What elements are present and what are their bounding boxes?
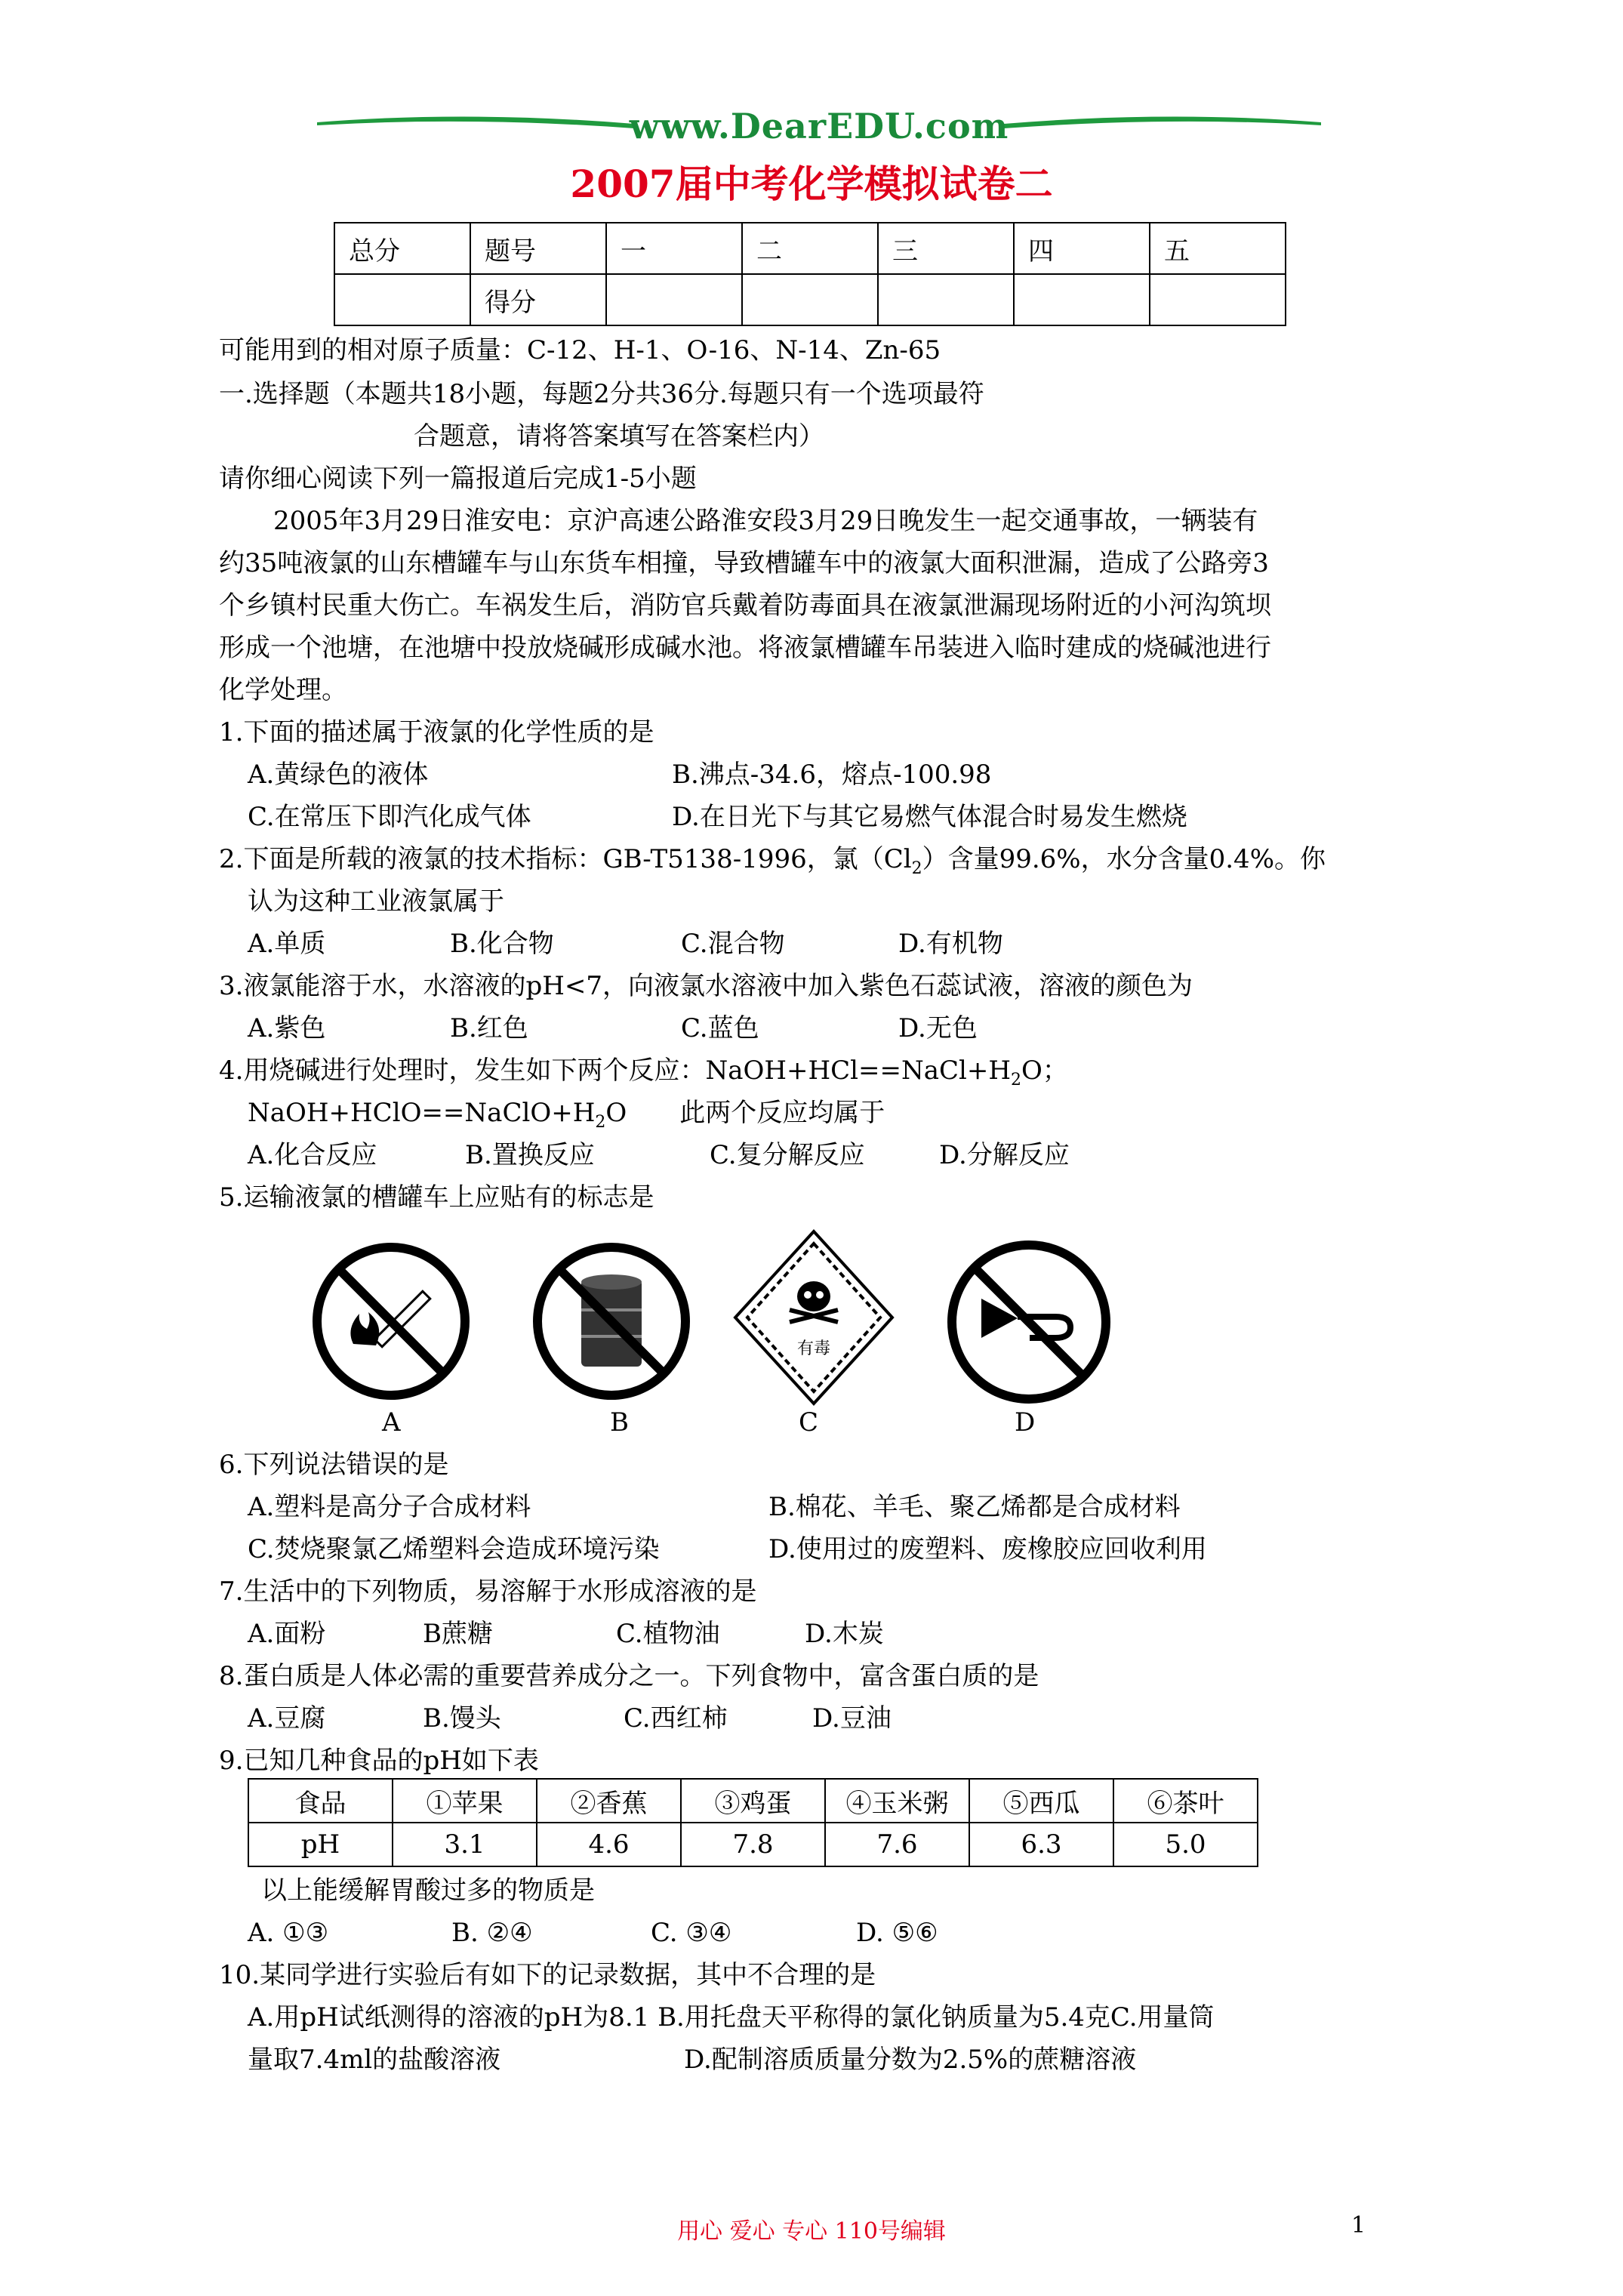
score-table: [334, 222, 1286, 326]
q4-option-d[interactable]: D.分解反应: [939, 1140, 1070, 1170]
question-4-equation: [248, 1098, 885, 1138]
ph-table-cell: 食品: [248, 1779, 393, 1823]
ph-table: [248, 1778, 1258, 1867]
question-1-stem: 1.下面的描述属于液氯的化学性质的是: [219, 717, 654, 747]
question-2-stem-cont: 认为这种工业液氯属于: [248, 886, 504, 917]
q2-stem-part: 2.下面是所载的液氯的技术指标：GB-T5138-1996，氯（Cl: [219, 844, 912, 874]
ph-table-cell: ④玉米粥: [825, 1779, 969, 1823]
score-cell: 一: [606, 223, 742, 274]
q9-option-a[interactable]: A. ①③: [248, 1918, 329, 1948]
q1-option-a[interactable]: A.黄绿色的液体: [248, 760, 429, 790]
q4-option-c[interactable]: C.复分解反应: [710, 1140, 865, 1170]
q1-option-d[interactable]: D.在日光下与其它易燃气体混合时易发生燃烧: [672, 802, 1187, 832]
score-table-row: [334, 223, 1286, 274]
q9-option-d[interactable]: D. ⑤⑥: [856, 1918, 938, 1948]
ph-table-cell: ②香蕉: [537, 1779, 681, 1823]
passage-line: 化学处理。: [219, 675, 347, 705]
score-cell: 得分: [470, 274, 606, 325]
passage-intro: 请你细心阅读下列一篇报道后完成1-5小题: [219, 464, 697, 494]
ph-table-cell: ⑤西瓜: [969, 1779, 1113, 1823]
subscript: 2: [1011, 1070, 1022, 1089]
score-input-cell[interactable]: [606, 274, 742, 325]
footer-text: 用心 爱心 专心 110号编辑: [677, 2218, 946, 2245]
question-2-stem: [219, 844, 1326, 884]
question-9-stem-cont: 以上能缓解胃酸过多的物质是: [261, 1875, 595, 1906]
q4-option-b[interactable]: B.置换反应: [465, 1140, 595, 1170]
question-7-stem: 7.生活中的下列物质，易溶解于水形成溶液的是: [219, 1576, 757, 1607]
q8-option-d[interactable]: D.豆油: [812, 1703, 892, 1734]
toxic-sign-icon[interactable]: [731, 1227, 897, 1408]
q8-option-c[interactable]: C.西红柿: [624, 1703, 728, 1734]
q4-stem-cont: 此两个反应均属于: [679, 1098, 885, 1128]
question-6-stem: 6.下列说法错误的是: [219, 1450, 449, 1480]
ph-table-row: [248, 1779, 1258, 1823]
q2-option-b[interactable]: B.化合物: [450, 929, 554, 959]
sign-label-c: C: [799, 1407, 819, 1438]
q3-option-d[interactable]: D.无色: [898, 1013, 978, 1043]
q2-stem-part: ）含量99.6%，水分含量0.4%。你: [922, 844, 1326, 874]
ph-table-cell: ①苹果: [393, 1779, 537, 1823]
ph-table-cell: 3.1: [393, 1823, 537, 1866]
question-8-stem: 8.蛋白质是人体必需的重要营养成分之一。下列食物中，富含蛋白质的是: [219, 1661, 1039, 1691]
brand-text[interactable]: www.DearEDU.com: [629, 106, 1009, 146]
score-table-row: [334, 274, 1286, 325]
page-title: 2007届中考化学模拟试卷二: [570, 162, 1053, 206]
no-horn-sign-icon[interactable]: [942, 1235, 1116, 1409]
sign-label-d: D: [1015, 1407, 1036, 1438]
q2-option-c[interactable]: C.混合物: [681, 929, 785, 959]
q3-option-a[interactable]: A.紫色: [248, 1013, 326, 1043]
sign-label-a: A: [382, 1407, 401, 1438]
q6-option-a[interactable]: A.塑料是高分子合成材料: [248, 1492, 531, 1522]
toxic-sign-text: 有毒: [796, 1339, 831, 1358]
q3-option-c[interactable]: C.蓝色: [681, 1013, 759, 1043]
q7-option-d[interactable]: D.木炭: [805, 1619, 884, 1649]
no-fire-sign-icon[interactable]: [308, 1238, 474, 1404]
header-brand-banner: [317, 106, 1321, 145]
passage-line: 个乡镇村民重大伤亡。车祸发生后，消防官兵戴着防毒面具在液氯泄漏现场附近的小河沟筑坝: [219, 590, 1271, 621]
ph-table-row: [248, 1823, 1258, 1866]
score-input-cell[interactable]: [1014, 274, 1150, 325]
ph-table-cell: 7.8: [681, 1823, 825, 1866]
ph-table-cell: 5.0: [1113, 1823, 1258, 1866]
score-input-cell[interactable]: [878, 274, 1014, 325]
section-heading-cont: 合题意，请将答案填写在答案栏内）: [414, 421, 824, 451]
q2-option-d[interactable]: D.有机物: [898, 929, 1003, 959]
q6-option-b[interactable]: B.棉花、羊毛、聚乙烯都是合成材料: [768, 1492, 1181, 1522]
ph-table-cell: ③鸡蛋: [681, 1779, 825, 1823]
score-cell: 三: [878, 223, 1014, 274]
q4-equation-part: NaOH+HClO==NaClO+H: [248, 1098, 596, 1128]
q4-stem-part: O；: [1021, 1056, 1068, 1086]
q8-option-a[interactable]: A.豆腐: [248, 1703, 326, 1734]
score-cell: 题号: [470, 223, 606, 274]
q1-option-b[interactable]: B.沸点-34.6，熔点-100.98: [672, 760, 992, 790]
score-cell: 四: [1014, 223, 1150, 274]
q9-option-c[interactable]: C. ③④: [651, 1918, 732, 1948]
subscript: 2: [911, 858, 922, 878]
question-3-stem: 3.液氯能溶于水，水溶液的pH<7，向液氯水溶液中加入紫色石蕊试液，溶液的颜色为: [219, 971, 1193, 1001]
q10-option-d[interactable]: D.配制溶质质量分数为2.5%的蔗糖溶液: [684, 2045, 1137, 2075]
q10-options-line[interactable]: A.用pH试纸测得的溶液的pH为8.1 B.用托盘天平称得的氯化钠质量为5.4克C.用量筒: [248, 2002, 1215, 2032]
ph-table-cell: 6.3: [969, 1823, 1113, 1866]
q8-option-b[interactable]: B.馒头: [423, 1703, 501, 1734]
q6-option-d[interactable]: D.使用过的废塑料、废橡胶应回收利用: [768, 1534, 1207, 1564]
no-oil-drum-sign-icon[interactable]: [528, 1238, 694, 1404]
q4-equation-part: O: [605, 1098, 627, 1128]
score-cell: 二: [742, 223, 878, 274]
q9-option-b[interactable]: B. ②④: [451, 1918, 533, 1948]
page-number: 1: [1351, 2212, 1366, 2239]
ph-table-cell: 4.6: [537, 1823, 681, 1866]
q4-stem-part: 4.用烧碱进行处理时，发生如下两个反应：NaOH+HCl==NaCl+H: [219, 1056, 1012, 1086]
q7-option-c[interactable]: C.植物油: [616, 1619, 720, 1649]
passage-line: 约35吨液氯的山东槽罐车与山东货车相撞，导致槽罐车中的液氯大面积泄漏，造成了公路旁3: [219, 548, 1269, 578]
score-input-cell[interactable]: [742, 274, 878, 325]
passage-line: 2005年3月29日淮安电：京沪高速公路淮安段3月29日晚发生一起交通事故，一辆装有: [273, 506, 1258, 536]
q10-option-c-cont[interactable]: 量取7.4ml的盐酸溶液: [248, 2045, 501, 2075]
passage-line: 形成一个池塘，在池塘中投放烧碱形成碱水池。将液氯槽罐车吊装进入临时建成的烧碱池进行: [219, 633, 1271, 663]
q3-option-b[interactable]: B.红色: [450, 1013, 528, 1043]
q2-option-a[interactable]: A.单质: [248, 929, 326, 959]
score-cell: 五: [1150, 223, 1286, 274]
ph-table-cell: pH: [248, 1823, 393, 1866]
ph-table-cell: 7.6: [825, 1823, 969, 1866]
q4-option-a[interactable]: A.化合反应: [248, 1140, 377, 1170]
section-heading: 一.选择题（本题共18小题，每题2分共36分.每题只有一个选项最符: [219, 379, 984, 409]
score-cell: 总分: [334, 223, 470, 274]
ph-table-cell: ⑥茶叶: [1113, 1779, 1258, 1823]
q6-option-c[interactable]: C.焚烧聚氯乙烯塑料会造成环境污染: [248, 1534, 660, 1564]
question-4-stem: [219, 1056, 1068, 1096]
score-input-cell[interactable]: [334, 274, 470, 325]
q7-option-a[interactable]: A.面粉: [248, 1619, 326, 1649]
question-5-stem: 5.运输液氯的槽罐车上应贴有的标志是: [219, 1182, 654, 1213]
q1-option-c[interactable]: C.在常压下即汽化成气体: [248, 802, 531, 832]
question-9-stem: 9.已知几种食品的pH如下表: [219, 1746, 539, 1776]
question-10-stem: 10.某同学进行实验后有如下的记录数据，其中不合理的是: [219, 1960, 876, 1990]
sign-label-b: B: [610, 1407, 629, 1438]
score-input-cell[interactable]: [1150, 274, 1286, 325]
q7-option-b[interactable]: B蔗糖: [423, 1619, 493, 1649]
atomic-masses: 可能用到的相对原子质量：C-12、H-1、O-16、N-14、Zn-65: [219, 335, 941, 365]
subscript: 2: [595, 1112, 606, 1132]
